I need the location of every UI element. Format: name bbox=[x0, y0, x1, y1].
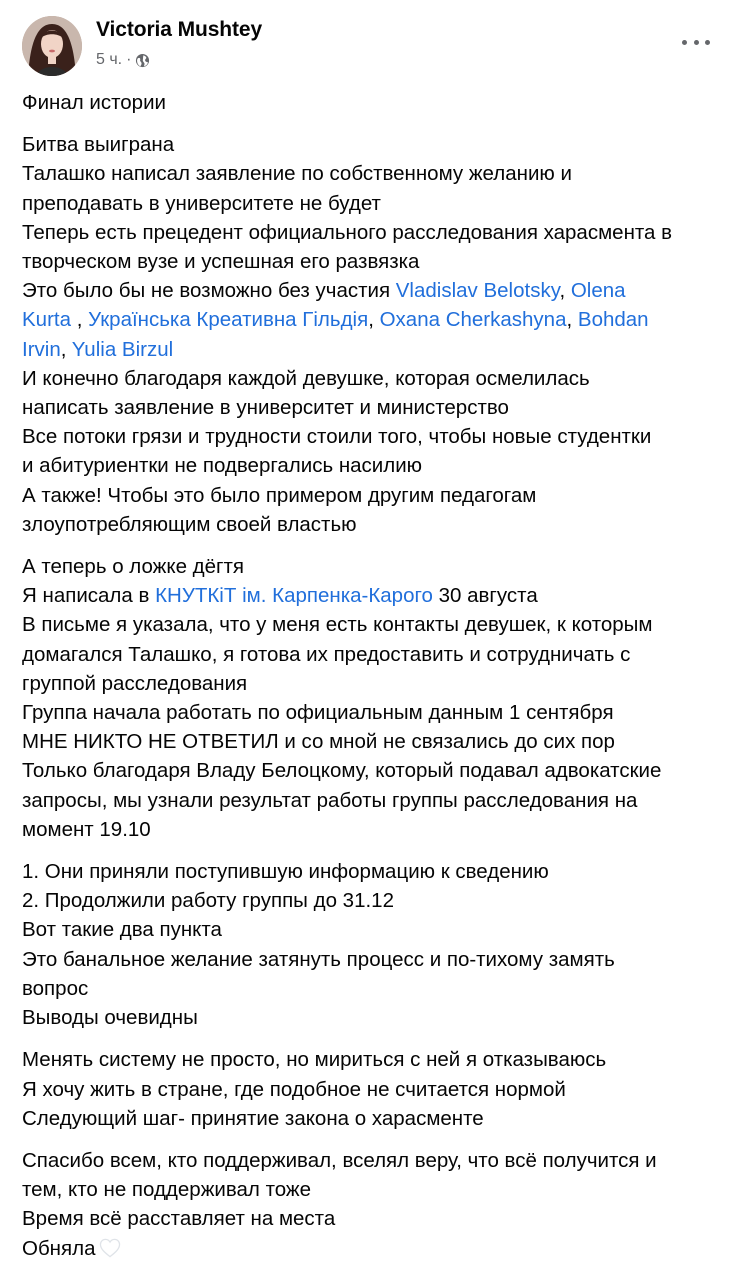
comma-4: , bbox=[566, 308, 578, 332]
p1-line-6 bbox=[22, 276, 724, 305]
white-heart-icon bbox=[99, 1238, 121, 1258]
author-avatar[interactable] bbox=[22, 16, 82, 76]
p3-line-3: Вот такие два пункта bbox=[22, 918, 222, 942]
more-icon-dot-2 bbox=[694, 40, 699, 45]
p2-line-6: Группа начала работать по официальным данным 1 сентября bbox=[22, 701, 614, 725]
globe-icon bbox=[135, 53, 150, 68]
p5-line-4-text: Обняла bbox=[22, 1236, 96, 1260]
mention-oxana-cherkashyna[interactable]: Oxana Cherkashyna bbox=[379, 308, 567, 332]
p5-line-4 bbox=[22, 1234, 724, 1263]
p4-line-1: Менять систему не просто, но мириться с ней я отказываюсь bbox=[22, 1048, 607, 1072]
post-timestamp[interactable]: 5 ч. bbox=[96, 51, 123, 68]
p1-line-5: творческом вузе и успешная его развязка bbox=[22, 250, 420, 274]
p2-line-8: Только благодаря Владу Белоцкому, который подавал адвокатские bbox=[22, 759, 662, 783]
p2-line-7: МНЕ НИКТО НЕ ОТВЕТИЛ и со мной не связались до сих пор bbox=[22, 730, 615, 754]
p5-line-1: Спасибо всем, кто поддерживал, вселял веру, что всё получится и bbox=[22, 1148, 657, 1172]
p1-line-10: написать заявление в университет и министерство bbox=[22, 396, 509, 420]
more-icon-dot-3 bbox=[705, 40, 710, 45]
p2-line-2 bbox=[22, 581, 724, 610]
p2-line-1: А теперь о ложке дёгтя bbox=[22, 555, 245, 579]
p2-line-4: домагался Талашко, я готова их предоставить и сотрудничать с bbox=[22, 642, 631, 666]
p1-line-8 bbox=[22, 335, 724, 364]
paragraph-2 bbox=[22, 552, 724, 844]
p2-line-9: запросы, мы узнали результат работы группы расследования на bbox=[22, 788, 638, 812]
p1-line-3: преподавать в университете не будет bbox=[22, 191, 381, 215]
p1-line-6-text: Это было бы не возможно без участия bbox=[22, 279, 396, 303]
post-meta bbox=[96, 51, 150, 69]
mention-ukrainian-creative-guild[interactable]: Українська Креативна Гільдія bbox=[88, 308, 369, 332]
mention-olena-kurta-part-1[interactable]: Olena bbox=[570, 279, 626, 303]
mention-knutkit[interactable]: КНУТКіТ ім. Карпенка-Карого bbox=[155, 584, 433, 608]
post-title: Финал истории bbox=[22, 91, 166, 114]
p2-line-3: В письме я указала, что у меня есть контакты девушек, к которым bbox=[22, 613, 653, 637]
author-name[interactable]: Victoria Mushtey bbox=[96, 18, 263, 41]
p2-line-2-text: Я написала в bbox=[22, 584, 156, 608]
mention-bohdan-irvin-part-1[interactable]: Bohdan bbox=[577, 308, 649, 332]
p1-line-13: А также! Чтобы это было примером другим педагогам bbox=[22, 483, 537, 507]
paragraph-1 bbox=[22, 130, 724, 539]
mention-vladislav-belotsky[interactable]: Vladislav Belotsky bbox=[395, 279, 560, 303]
paragraph-3 bbox=[22, 857, 724, 1032]
p1-line-4: Теперь есть прецедент официального расследования харасмента в bbox=[22, 220, 673, 244]
post-title-paragraph bbox=[22, 88, 724, 117]
p1-line-11: Все потоки грязи и трудности стоили того, чтобы новые студентки bbox=[22, 425, 652, 449]
more-options-button[interactable] bbox=[682, 34, 710, 50]
p3-line-1: 1. Они приняли поступившую информацию к сведению bbox=[22, 860, 549, 884]
mention-olena-kurta-part-2[interactable]: Kurta bbox=[22, 308, 71, 332]
p4-line-3: Следующий шаг- принятие закона о харасменте bbox=[22, 1106, 484, 1130]
p3-line-5: вопрос bbox=[22, 976, 89, 1000]
post-body bbox=[22, 88, 724, 1276]
p3-line-2: 2. Продолжили работу группы до 31.12 bbox=[22, 889, 394, 913]
more-icon bbox=[682, 40, 687, 45]
p5-line-3: Время всё расставляет на места bbox=[22, 1207, 336, 1231]
p3-line-4: Это банальное желание затянуть процесс и по-тихому замять bbox=[22, 947, 615, 971]
p3-line-6: Выводы очевидны bbox=[22, 1006, 198, 1030]
p1-line-2: Талашко написал заявление по собственному желанию и bbox=[22, 162, 572, 186]
paragraph-5 bbox=[22, 1146, 724, 1263]
p1-line-7 bbox=[22, 305, 724, 334]
p1-line-14: злоупотребляющим своей властью bbox=[22, 512, 357, 536]
mention-yulia-birzul[interactable]: Yulia Birzul bbox=[71, 337, 174, 361]
mention-bohdan-irvin-part-2[interactable]: Irvin bbox=[22, 337, 61, 361]
p5-line-2: тем, кто не поддерживал тоже bbox=[22, 1178, 312, 1202]
paragraph-4 bbox=[22, 1045, 724, 1133]
meta-separator: · bbox=[126, 51, 132, 68]
p2-line-2-tail: 30 августа bbox=[432, 584, 538, 608]
post-header bbox=[22, 14, 716, 78]
comma-1: , bbox=[559, 279, 571, 303]
p1-line-12: и абитуриентки не подвергались насилию bbox=[22, 454, 423, 478]
comma-2: , bbox=[71, 308, 89, 332]
p2-line-5: группой расследования bbox=[22, 671, 248, 695]
comma-3: , bbox=[368, 308, 380, 332]
p1-line-9: И конечно благодаря каждой девушке, которая осмелилась bbox=[22, 366, 590, 390]
comma-5: , bbox=[60, 337, 72, 361]
p2-line-10: момент 19.10 bbox=[22, 817, 151, 841]
p1-line-1: Битва выиграна bbox=[22, 133, 175, 157]
p4-line-2: Я хочу жить в стране, где подобное не считается нормой bbox=[22, 1077, 566, 1101]
